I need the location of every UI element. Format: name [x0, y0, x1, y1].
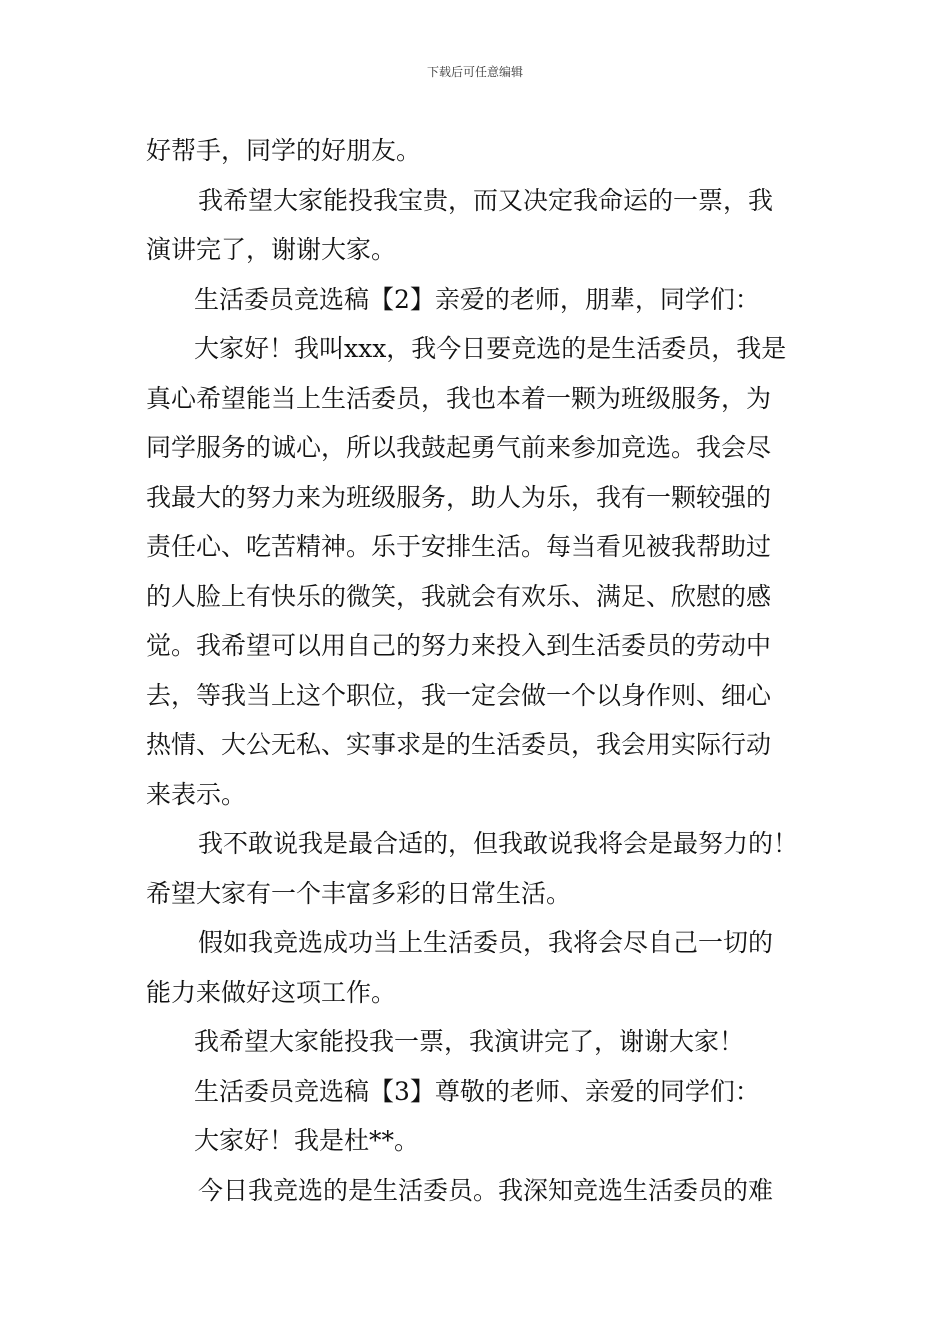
- text-line: 能力来做好这项工作。: [146, 977, 397, 1007]
- text-line: 大家好！我是杜**。: [194, 1126, 420, 1155]
- text-line: 好帮手，同学的好朋友。: [146, 136, 422, 165]
- document-body: [146, 126, 812, 1215]
- page-header: 下载后可任意编辑: [426, 65, 523, 79]
- text-line: 今日我竞选的是生活委员。我深知竞选生活委员的难: [198, 1175, 774, 1205]
- text-line: 觉。我希望可以用自己的努力来投入到生活委员的劳动中: [146, 631, 772, 660]
- text-line: 大家好！我叫xxx，我今日要竞选的是生活委员，我是: [194, 334, 787, 363]
- text-line: 同学服务的诚心，所以我鼓起勇气前来参加竞选。我会尽: [146, 433, 772, 462]
- text-line: 假如我竞选成功当上生活委员，我将会尽自己一切的: [198, 928, 774, 957]
- text-line: 来表示。: [146, 779, 247, 809]
- text-line: 我希望大家能投我一票，我演讲完了，谢谢大家！: [194, 1027, 745, 1056]
- text-line: 我最大的努力来为班级服务，助人为乐，我有一颗较强的: [146, 482, 772, 512]
- text-line: 去，等我当上这个职位，我一定会做一个以身作则、细心: [146, 680, 772, 710]
- text-line: 演讲完了，谢谢大家。: [146, 235, 397, 264]
- text-line: 真心希望能当上生活委员，我也本着一颗为班级服务，为: [146, 383, 772, 413]
- text-line: 我不敢说我是最合适的，但我敢说我将会是最努力的！: [198, 829, 799, 858]
- text-line: 热情、大公无私、实事求是的生活委员，我会用实际行动: [146, 730, 772, 759]
- text-line: 我希望大家能投我宝贵，而又决定我命运的一票，我: [198, 185, 774, 215]
- text-line: 责任心、吃苦精神。乐于安排生活。每当看见被我帮助过: [146, 532, 772, 561]
- text-line: 的人脸上有快乐的微笑，我就会有欢乐、满足、欣慰的感: [146, 581, 772, 611]
- text-line: 希望大家有一个丰富多彩的日常生活。: [146, 878, 572, 908]
- section-heading-3: 生活委员竞选稿【3】尊敬的老师、亲爱的同学们：: [194, 1076, 760, 1106]
- section-heading-2: 生活委员竞选稿【2】亲爱的老师，朋辈，同学们：: [194, 284, 760, 314]
